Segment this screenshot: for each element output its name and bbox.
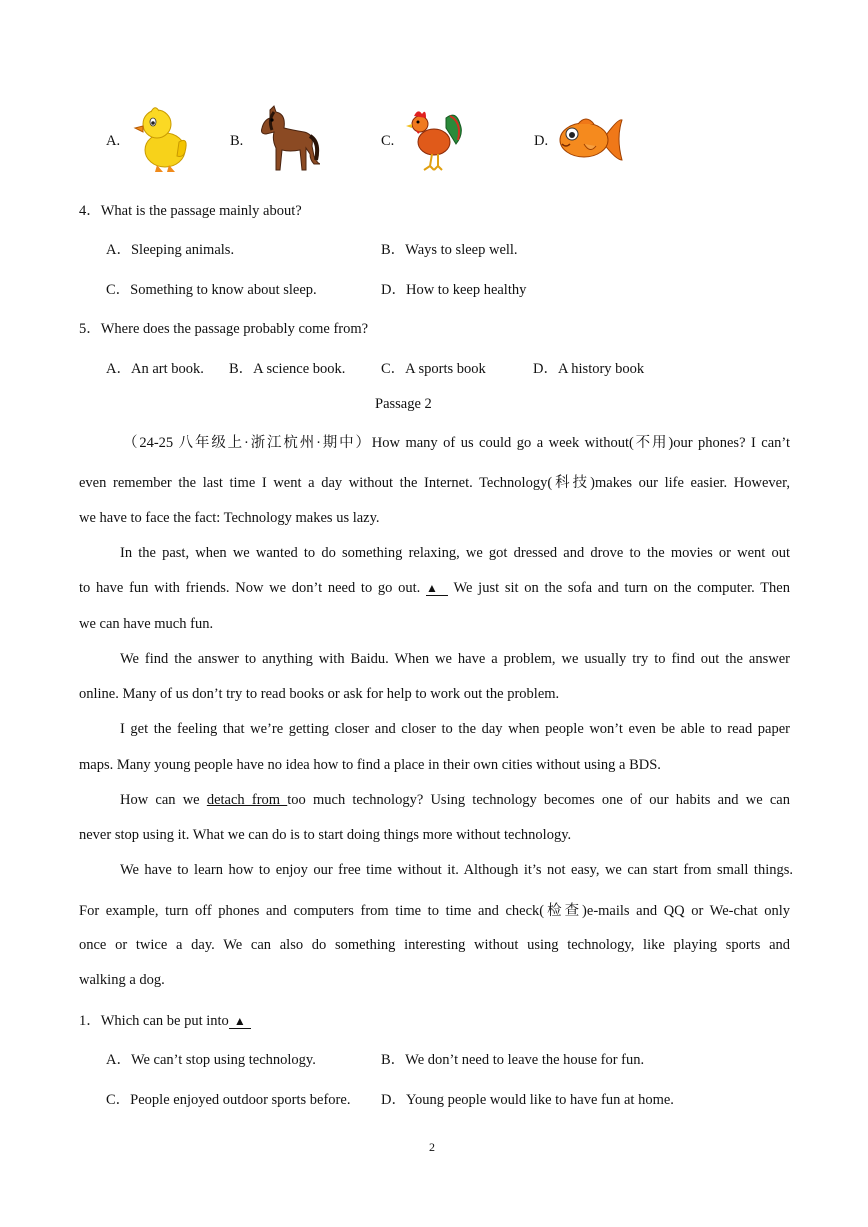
goldfish-icon [556,114,624,166]
paragraph-line: we can have much fun. [79,616,214,632]
q5-option-a: A．An art book. [106,361,204,377]
paragraph-line: For example, turn off phones and computers from time to time and check(检查)e-mails and QQ or We-chat only [79,903,790,919]
q1-option-b: B．We don’t need to leave the house for fun. [381,1052,645,1068]
q1-option-c: C．People enjoyed outdoor sports before. [106,1092,351,1108]
paragraph-4 [79,721,790,741]
paragraph-line [79,580,790,600]
option-a-letter: A. [106,133,121,149]
paragraph-text: How can we [120,792,207,808]
paragraph-6 [79,862,793,882]
option-b-letter: B. [230,133,244,149]
blank-marker: ▲ [426,581,448,596]
horse-icon [256,104,320,176]
paragraph-line: We have to learn how to enjoy our free time without it. Although it’s not easy, we can start from small things. [120,862,793,878]
q4-option-c: C．Something to know about sleep. [106,282,317,298]
paragraph-line: never stop using it. What we can do is to start doing things more without technology. [79,827,572,843]
q4-stem: 4．What is the passage mainly about? [79,203,302,219]
q1-option-a: A．We can’t stop using technology. [106,1052,316,1068]
paragraph-line: （24-25 八年级上·浙江杭州·期中）How many of us could go a week without(不用)our phones? I can’t [123,435,790,451]
q4-option-b: B．Ways to sleep well. [381,242,518,258]
q1-stem-text: 1．Which can be put into [79,1013,229,1029]
paragraph-2 [79,545,790,565]
q1-option-d: D．Young people would like to have fun at home. [381,1092,674,1108]
duck-icon [133,102,191,174]
q5-stem: 5．Where does the passage probably come from? [79,321,369,337]
q4-option-d: D．How to keep healthy [381,282,527,298]
paragraph-line: online. Many of us don’t try to read books or ask for help to work out the problem. [79,686,560,702]
paragraph-line: I get the feeling that we’re getting closer and closer to the day when people won’t even be able to read paper [120,721,790,737]
q5-option-d: D．A history book [533,361,645,377]
option-d-letter: D. [534,133,549,149]
paragraph-3 [79,651,790,671]
q1-stem [79,1009,251,1030]
paragraph-line [79,792,790,812]
option-c-letter: C. [381,133,395,149]
paragraph-line: walking a dog. [79,972,165,988]
paragraph-line: we have to face the fact: Technology makes us lazy. [79,510,380,526]
underlined-phrase: detach from [206,792,288,808]
q5-option-b: B．A science book. [229,361,346,377]
paragraph-text: to have fun with friends. Now we don’t need to go out. [79,580,421,596]
paragraph-line: maps. Many young people have no idea how to find a place in their own cities without using a BDS. [79,757,661,773]
paragraph-text: We just sit on the sofa and turn on the computer. Then [453,580,790,596]
paragraph-1 [79,431,790,451]
blank-marker: ▲ [229,1014,251,1029]
q4-option-a: A．Sleeping animals. [106,242,235,258]
paragraph-line: once or twice a day. We can also do something interesting without using technology, like playing sports and [79,937,790,953]
paragraph-line: We find the answer to anything with Baidu. When we have a problem, we usually try to find out the answer [120,651,790,667]
q5-option-c: C．A sports book [381,361,486,377]
page-number: 2 [429,1140,435,1154]
paragraph-line: even remember the last time I went a day without the Internet. Technology(科技)makes our life easier. However, [79,475,790,491]
paragraph-text: too much technology? Using technology becomes one of our habits and we can [287,792,790,808]
passage-title: Passage 2 [375,396,432,412]
rooster-icon [406,108,464,172]
paragraph-line: In the past, when we wanted to do something relaxing, we got dressed and drove to the movies or went out [120,545,790,561]
paragraph-5 [79,792,790,812]
